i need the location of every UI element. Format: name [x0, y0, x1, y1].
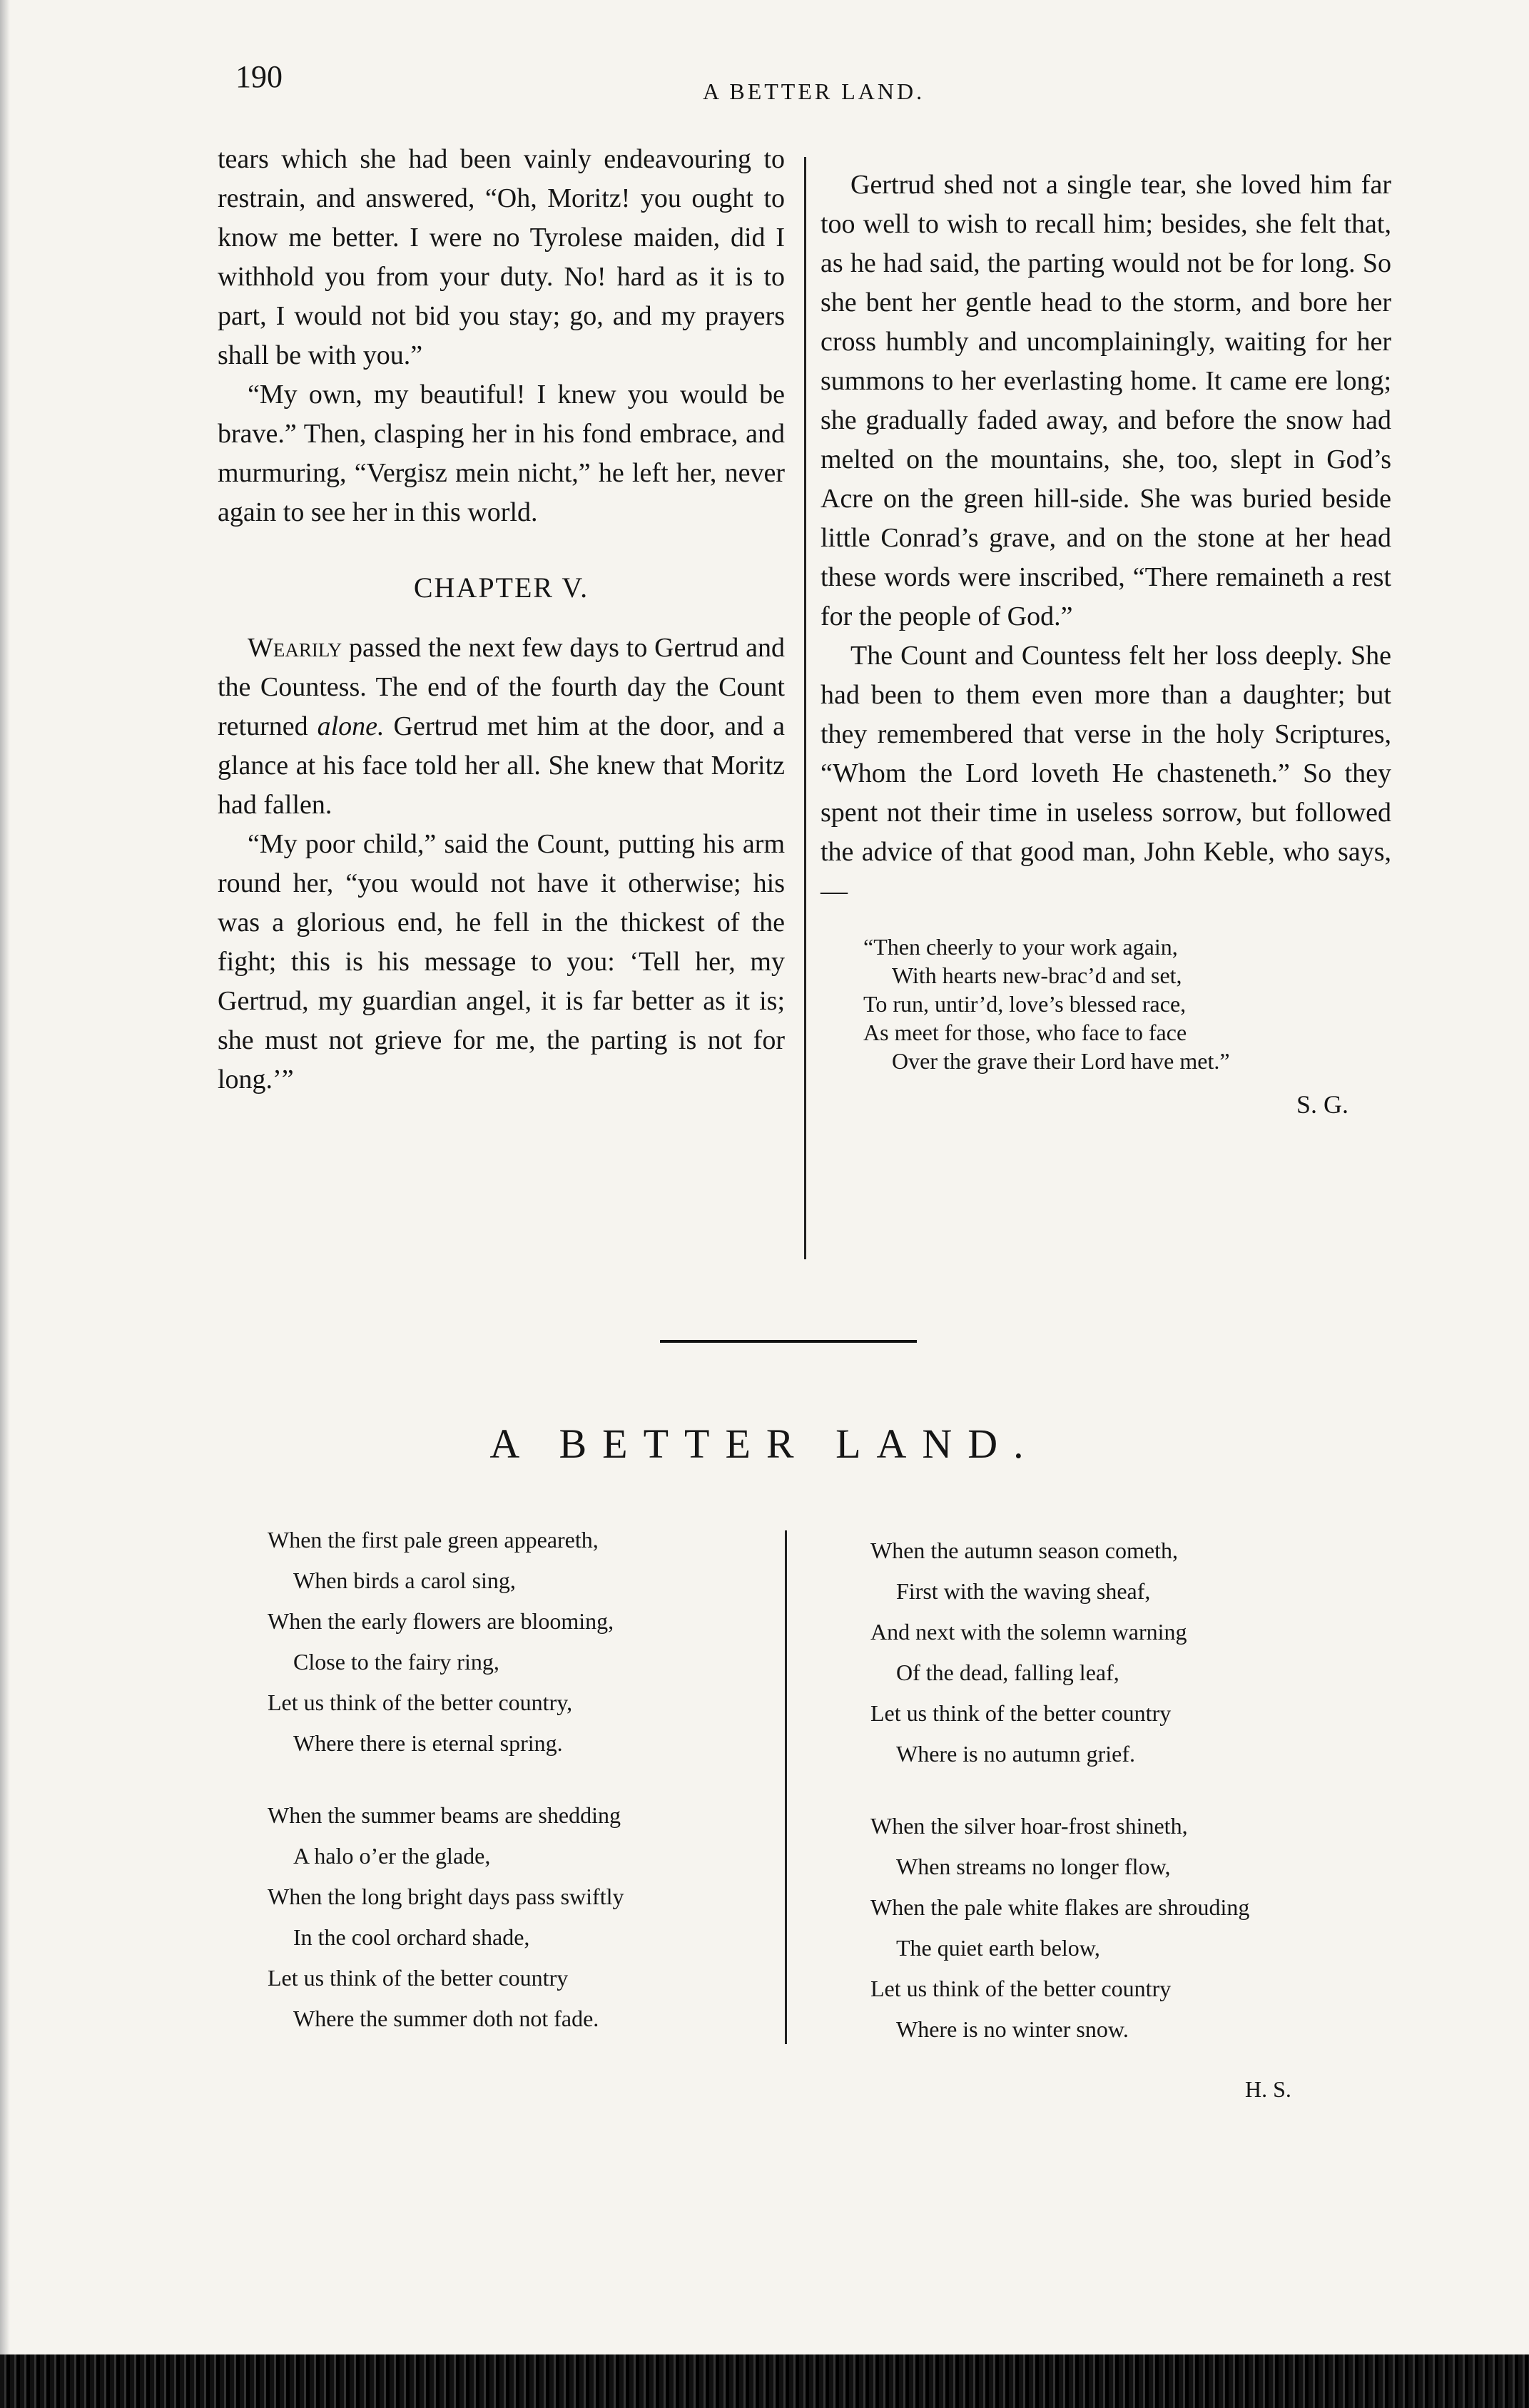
poem-right-column	[870, 1530, 1413, 2081]
poem-line: When the early flowers are blooming,	[268, 1608, 614, 1634]
drop-word: Wearily	[248, 633, 342, 663]
story-left-column	[218, 140, 785, 1099]
poem-line: Of the dead, falling leaf,	[896, 1660, 1119, 1685]
poem-line: When streams no longer flow,	[896, 1854, 1171, 1879]
poem-line: First with the waving sheaf,	[896, 1578, 1151, 1604]
section-rule	[660, 1340, 917, 1343]
poem-line: Let us think of the better country,	[268, 1690, 573, 1715]
poem-line: In the cool orchard shade,	[293, 1924, 530, 1950]
column-divider	[804, 157, 806, 1259]
story-paragraph: The Count and Countess felt her loss deeply. She had been to them even more than a daughter; but they remembered that verse in the holy Scriptures, “Whom the Lord loveth He chasteneth.” So they spent not their time in useless sorrow, but followed the advice of that good man, John Keble, who says,—	[821, 641, 1391, 906]
story-text: passed the next few days to Gertrud and the Countess. The end of the fourth day the Count returned	[218, 633, 785, 741]
poem-line: Close to the fairy ring,	[293, 1649, 499, 1675]
verse-line: To run, untir’d, love’s blessed race,	[863, 991, 1187, 1017]
poem-line: Where is no autumn grief.	[896, 1741, 1135, 1767]
emphasis-word: alone.	[317, 711, 385, 741]
poem-line: When the first pale green appeareth,	[268, 1527, 599, 1553]
page-number: 190	[235, 59, 283, 94]
poem-line: And next with the solemn warning	[870, 1619, 1187, 1645]
poem-stanza	[870, 1530, 1413, 1774]
verse-line: As meet for those, who face to face	[863, 1020, 1187, 1045]
poem-line: When the pale white flakes are shrouding	[870, 1894, 1250, 1920]
story-right-column	[821, 166, 1391, 1124]
poem-stanza	[268, 1795, 781, 2039]
poem-line: When the summer beams are shedding	[268, 1802, 621, 1828]
verse-line: “Then cheerly to your work again,	[863, 934, 1178, 960]
scan-bottom-edge	[0, 2354, 1529, 2408]
story-paragraph: “My own, my beautiful! I knew you would be brave.” Then, clasping her in his fond embrace, and murmuring, “Vergisz mein nicht,” he left her, never again to see her in this world.	[218, 380, 785, 527]
poem-line: Let us think of the better country	[870, 1700, 1172, 1726]
story-paragraph: “My poor child,” said the Count, putting his arm round her, “you would not have it otherwise; his was a glorious end, he fell in the thickest of the fight; this is his message to you: ‘Tell her, my Gertrud, my guardian angel, it is far better as it is; she must not grieve for me, the parting is not for long.’”	[218, 829, 785, 1094]
poem-line: Where is no winter snow.	[896, 2016, 1129, 2042]
quoted-verse	[863, 933, 1391, 1075]
story-text: Gertrud met him at the door, and a glance at his face told her all. She knew that Moritz had fallen.	[218, 711, 786, 820]
poem-line: When birds a carol sing,	[293, 1568, 516, 1593]
poem-title: A BETTER LAND.	[489, 1421, 1040, 1467]
poem-line: Where the summer doth not fade.	[293, 2006, 599, 2031]
verse-line: Over the grave their Lord have met.”	[892, 1048, 1230, 1074]
poem-signature: H. S.	[1245, 2076, 1291, 2102]
story-paragraph	[218, 629, 785, 825]
scan-left-edge	[0, 0, 10, 2408]
poem-line: When the long bright days pass swiftly	[268, 1884, 624, 1909]
poem-left-column	[268, 1520, 781, 2071]
poem-column-divider	[785, 1530, 787, 2044]
running-title: A BETTER LAND.	[703, 78, 925, 104]
story-paragraph: Gertrud shed not a single tear, she loved him far too well to wish to recall him; besides, she felt that, as he had said, the parting would not be for long. So she bent her gentle head to the storm, and bore her cross humbly and uncomplainingly, waiting for her summons to her everlasting home. It came ere long; she gradually faded away, and before the snow had melted on the mountains, she, too, slept in God’s Acre on the green hill-side. She was buried beside little Conrad’s grave, and on the stone at her head these words were inscribed, “There remaineth a rest for the people of God.”	[821, 170, 1391, 631]
poem-line: A halo o’er the glade,	[293, 1843, 491, 1869]
signature: S. G.	[1296, 1090, 1348, 1119]
poem-line: Where there is eternal spring.	[293, 1730, 563, 1756]
poem-stanza	[870, 1806, 1413, 2050]
chapter-heading: CHAPTER V.	[413, 571, 589, 604]
verse-line: With hearts new-brac’d and set,	[892, 962, 1182, 988]
poem-line: When the autumn season cometh,	[870, 1538, 1178, 1563]
story-paragraph: tears which she had been vainly endeavouring to restrain, and answered, “Oh, Moritz! you ought to know me better. I were no Tyrolese maiden, did I withhold you from your duty. No! hard as it is to part, I would not bid you stay; go, and my prayers shall be with you.”	[218, 144, 785, 370]
poem-line: The quiet earth below,	[896, 1935, 1100, 1961]
poem-line: When the silver hoar-frost shineth,	[870, 1813, 1188, 1839]
poem-stanza	[268, 1520, 781, 1764]
poem-line: Let us think of the better country	[870, 1976, 1172, 2001]
poem-line: Let us think of the better country	[268, 1965, 569, 1991]
